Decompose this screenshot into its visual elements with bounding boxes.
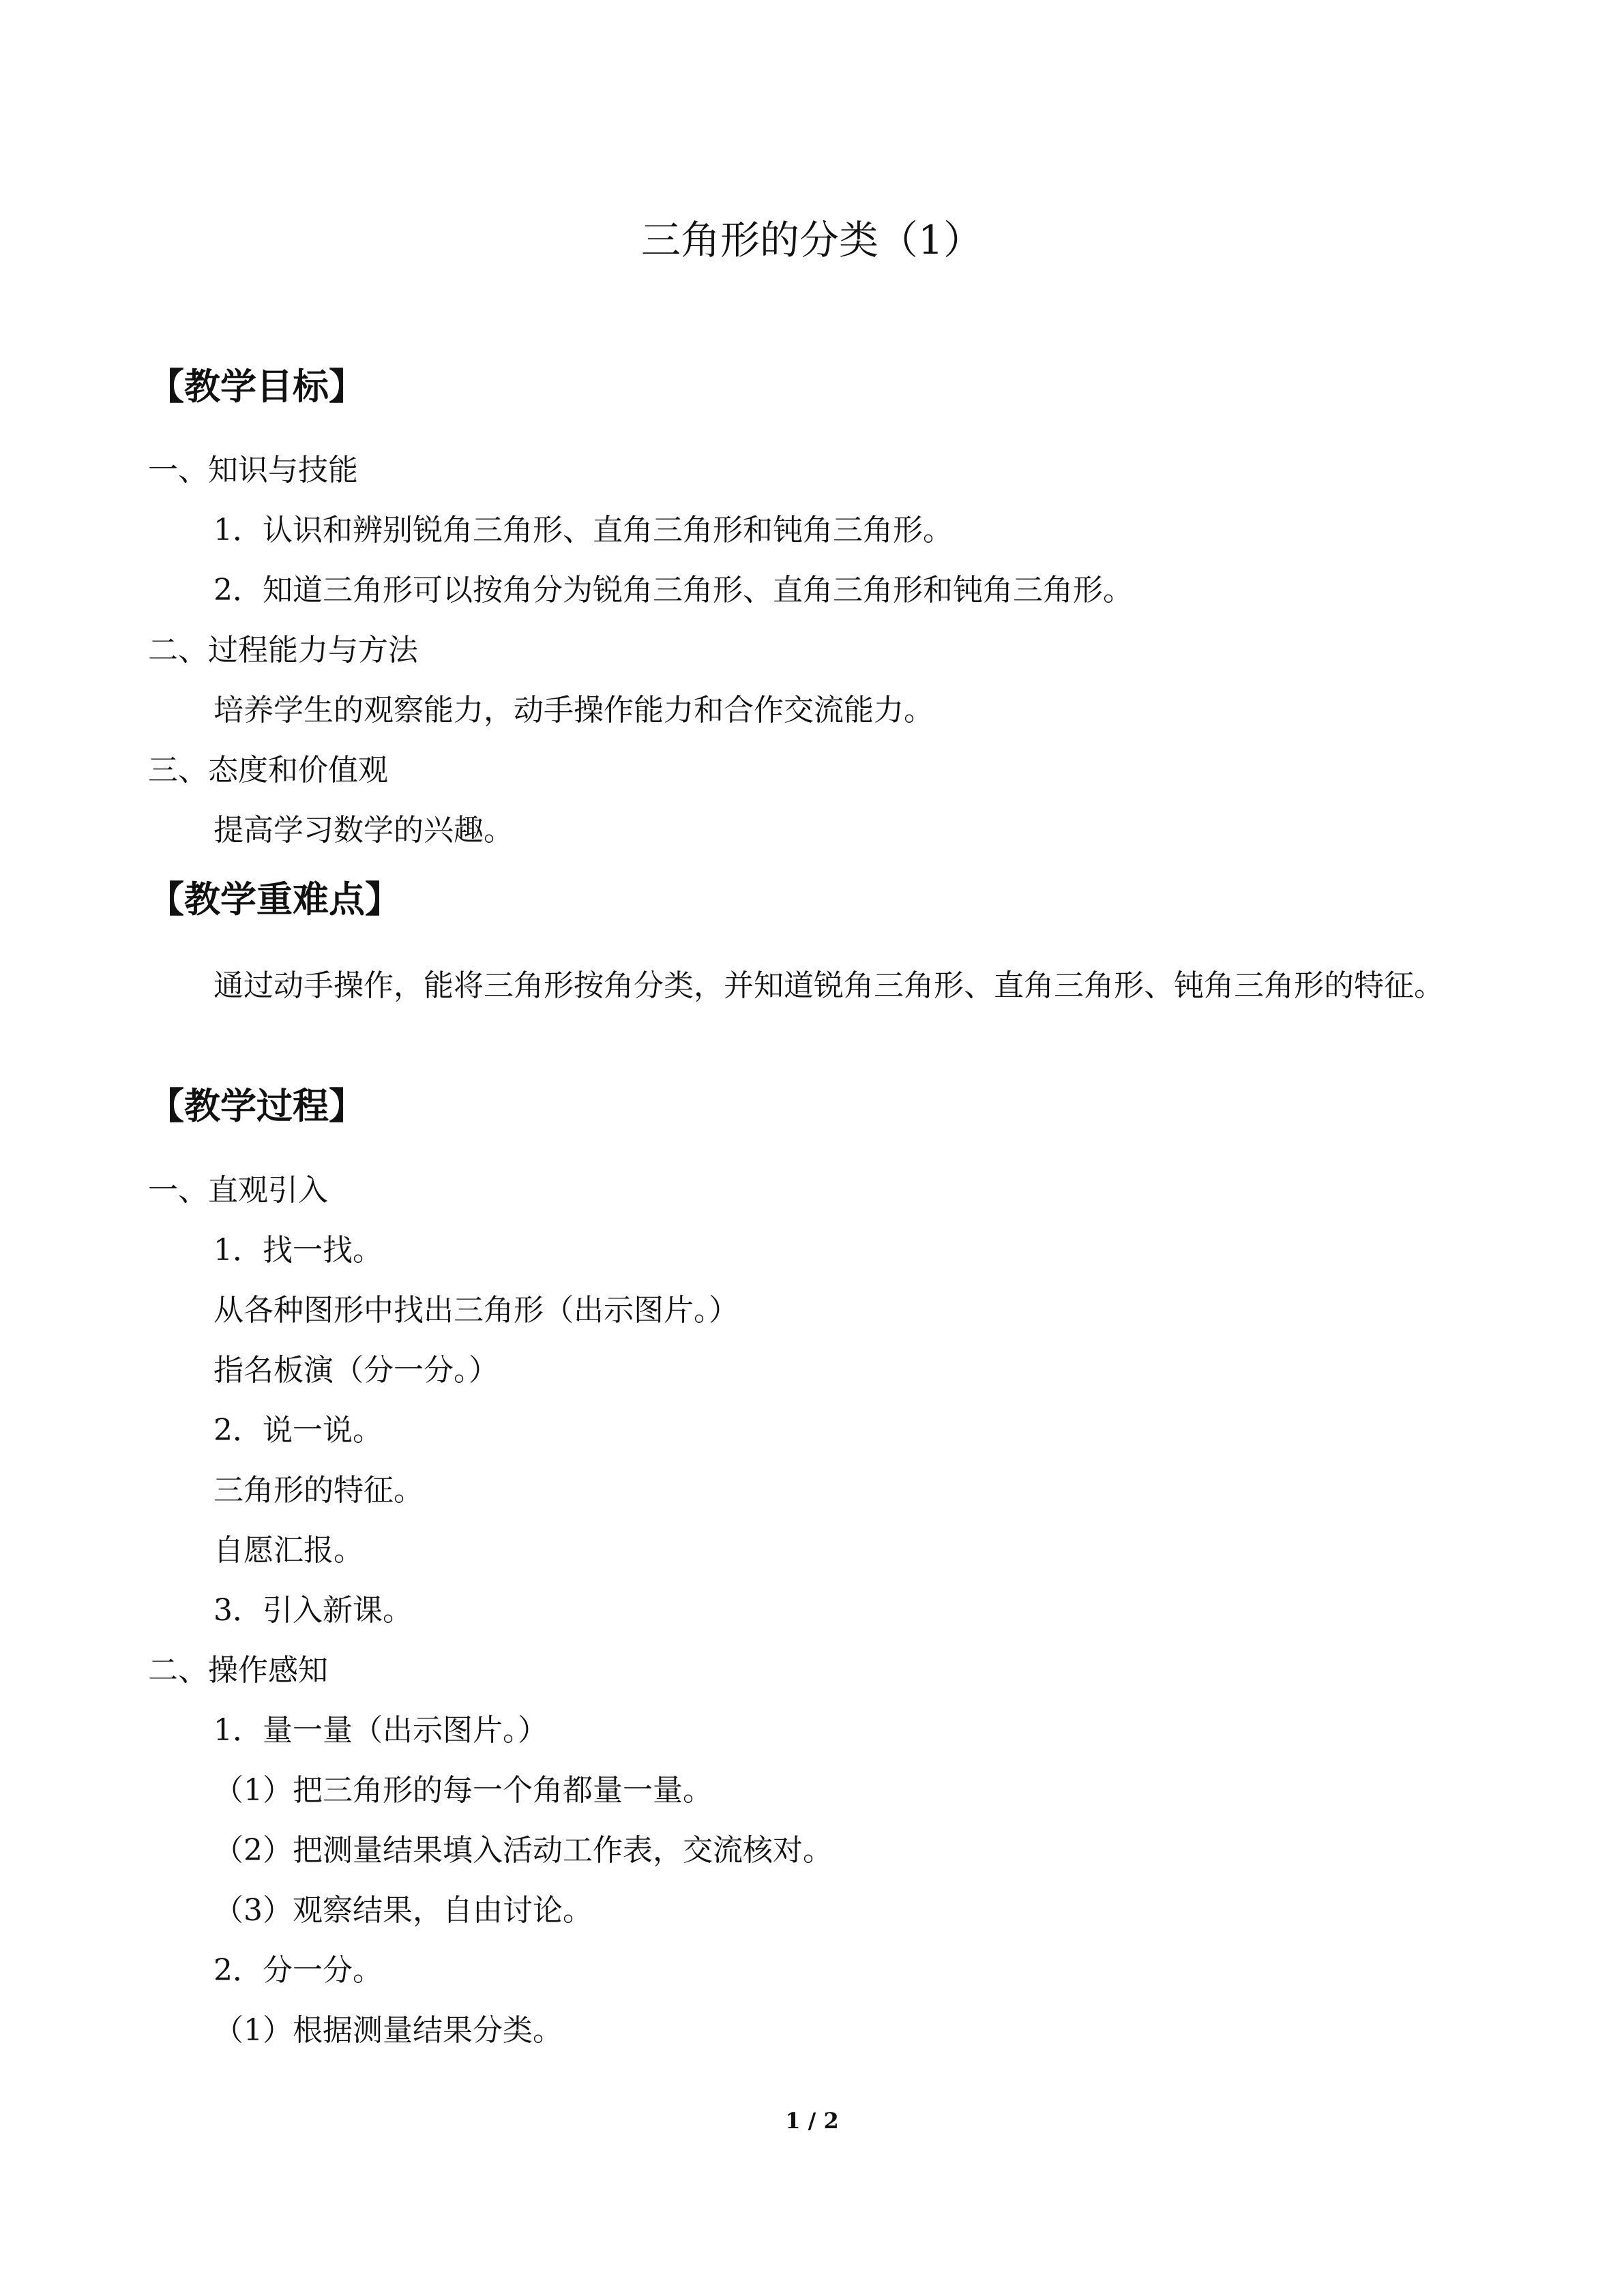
process-item-2-2: 2．分一分。 [213, 1953, 383, 1988]
process-item-1-1: 1．找一找。 [213, 1233, 383, 1268]
goal-item-3-1: 提高学习数学的兴趣。 [213, 813, 514, 848]
document-title: 三角形的分类（1） [641, 217, 983, 263]
process-item-1-2b: 自愿汇报。 [213, 1533, 364, 1568]
goal-section-2: 二、过程能力与方法 [148, 633, 418, 668]
process-item-1-1b: 指名板演（分一分。） [213, 1353, 499, 1388]
page-number: 1 / 2 [785, 2108, 839, 2134]
process-item-2-1: 1．量一量（出示图片。） [213, 1713, 548, 1748]
process-item-2-1b: （2）把测量结果填入活动工作表，交流核对。 [213, 1833, 833, 1868]
goal-item-2-1: 培养学生的观察能力，动手操作能力和合作交流能力。 [213, 693, 934, 728]
process-item-2-1c: （3）观察结果，自由讨论。 [213, 1893, 593, 1928]
process-section-2: 二、操作感知 [148, 1653, 328, 1688]
goal-item-1-1: 1．认识和辨别锐角三角形、直角三角形和钝角三角形。 [213, 513, 953, 548]
key-points-paragraph: 通过动手操作，能将三角形按角分类，并知道锐角三角形、直角三角形、钝角三角形的特征。 [213, 968, 1444, 1003]
goal-section-3: 三、态度和价值观 [148, 753, 388, 788]
goal-section-1: 一、知识与技能 [148, 453, 358, 488]
process-item-1-2: 2．说一说。 [213, 1413, 383, 1448]
heading-key-points: 【教学重难点】 [148, 878, 401, 921]
process-item-2-2a: （1）根据测量结果分类。 [213, 2013, 563, 2048]
process-section-1: 一、直观引入 [148, 1173, 328, 1208]
process-item-2-1a: （1）把三角形的每一个角都量一量。 [213, 1773, 713, 1808]
heading-teaching-process: 【教学过程】 [148, 1085, 365, 1127]
goal-item-1-2: 2．知道三角形可以按角分为锐角三角形、直角三角形和钝角三角形。 [213, 573, 1133, 608]
process-item-1-1a: 从各种图形中找出三角形（出示图片。） [213, 1293, 739, 1328]
process-item-1-3: 3．引入新课。 [213, 1593, 413, 1628]
process-item-1-2a: 三角形的特征。 [213, 1473, 424, 1508]
heading-teaching-goals: 【教学目标】 [148, 366, 365, 408]
